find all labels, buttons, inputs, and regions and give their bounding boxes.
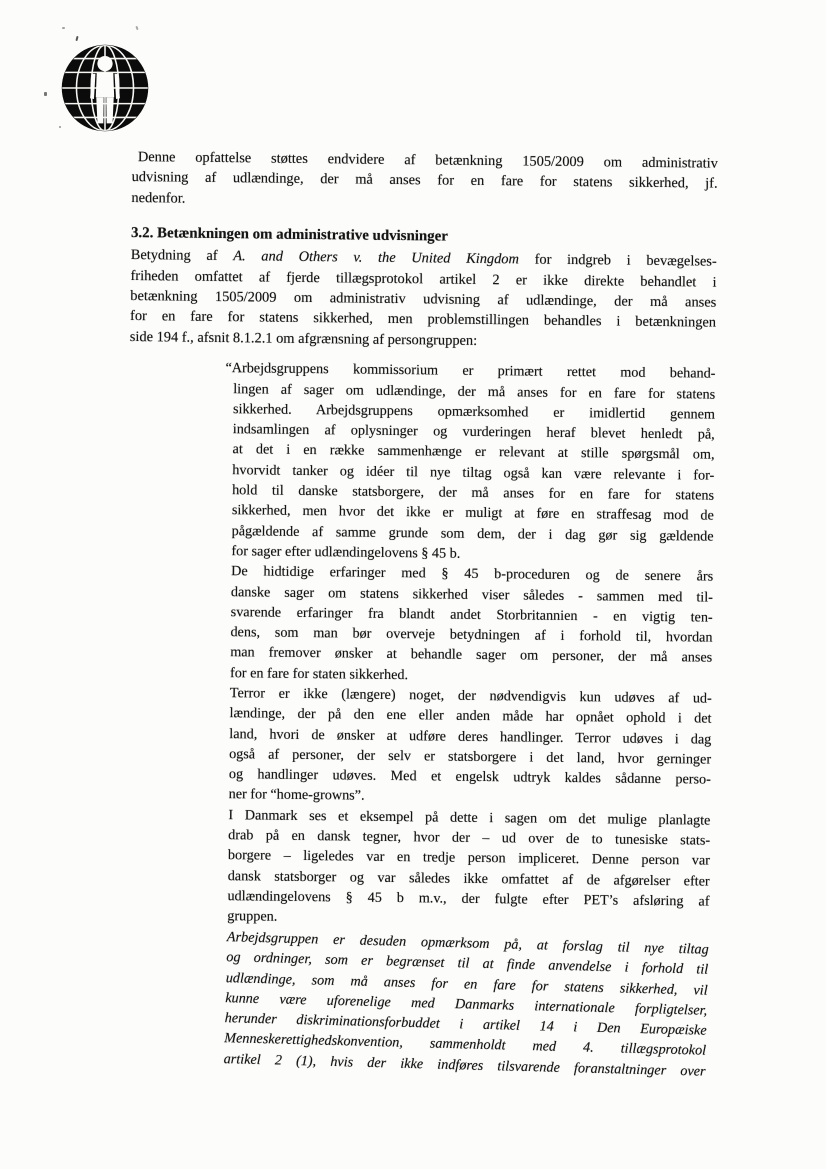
text-line: I Danmark ses et eksempel på dette i sagen om det mulige planlagte [228,806,711,829]
text-line: friheden omfattet af fjerde tillægsprotokol artikel 2 er ikke direkte behandlet i [130,267,717,291]
text-line: man fremover ønsker at behandle sager om personer, der må anses [230,644,713,667]
text-line: lændinge, der på den ene eller anden måde har opnået ophold i det [229,705,712,727]
quote-paragraph-1 [225,358,716,566]
text-line: indsamlingen af oplysninger og vurderingen heraf blevet henledt på, [232,421,715,443]
text-line: at det i en række sammenhænge er relevant at stille spørgsmål om, [232,441,715,464]
quote-paragraph-3 [229,683,712,810]
text-line: borgere – ligeledes var en tredje person impliceret. Denne person var [227,847,711,869]
text-line: udlændinge, som må anses for en fare for statens sikkerhed, vil [225,969,708,998]
text-line: danske sager om statens sikkerhed viser således - sammen med til- [230,583,714,606]
text-line: for sager efter udlændingelovens § 45 b. [231,543,461,562]
text-line: De hidtidige erfaringer med § 45 b-proceduren og de senere års [231,563,714,585]
scan-artifact [135,26,138,30]
text-line: kunne være uforenelige med Danmarks internationale forpligtelser, [225,989,708,1019]
text-line: for en fare for staten sikkerhed. [229,664,409,683]
text-line: dansk statsborger og var således ikke omfattet af de afgørelser efter [227,867,710,890]
text-line: Arbejdsgruppen er desuden opmærksom på, at forslag til nye tiltag [226,928,709,958]
text-line: også af personer, der selv er statsborgere i det land, hvor gerninger [229,746,712,768]
scan-artifact [44,92,47,96]
paragraph-background [130,245,717,354]
text-line: sikkerhed. Arbejdsgruppens opmærksomhed er imidlertid gennem [232,401,716,423]
text-line: Menneskerettighedskonvention, sammenholdt med 4. tillægsprotokol [224,1030,707,1059]
text-line: betænkning 1505/2009 om administrativ udvisning af udlændinge, der må anses [130,288,717,311]
text-line: og ordninger, som er begrænset til at finde anvendelse i forhold til [226,948,709,978]
document-body [122,147,718,1080]
text-line: lingen af sager om udlændinge, der må anses for en fare for statens [233,380,716,403]
text-line: “Arbejdsgruppens kommissorium er primært rettet mod behand- [225,360,716,382]
quote-paragraph-2 [230,561,713,688]
text-line: Terror er ikke (længere) noget, der nødvendigvis kun udøves af ud- [229,685,712,707]
text-line: dens, som man bør overveje betydningen af i forhold til, hvordan [230,624,713,646]
text-line: hold til danske statsborgere, der må anses for en fare for statens [232,482,715,504]
text-line: Betydning af A. and Others v. the United Kingdom for indgreb i bevægelses- [130,247,717,270]
quote-paragraph-italic [223,927,709,1082]
text-line: udlændingelovens § 45 b m.v., der fulgte efter PET’s afsløring af [227,888,710,910]
text-line: drab på en dansk tegner, hvor der – ud over de to tunesiske stats- [228,827,711,849]
text-line: herunder diskriminationsforbuddet i artikel 14 i Den Europæiske [224,1009,707,1039]
quote-paragraph-4 [227,805,710,932]
text-line: sikkerhed, men hvor det ikke er muligt at føre en straffesag mod de [231,502,714,524]
text-line: gruppen. [227,908,278,925]
text-line: og handlinger udøves. Med et engelsk udtryk kaldes sådanne perso- [228,766,711,788]
text-line: for en fare for statens sikkerhed, men problemstillingen behandles i betænkningen [129,308,717,332]
text-line: svarende erfaringer fra blandt andet Storbritannien - en vigtig ten- [230,603,713,626]
text-line: nedenfor. [131,189,186,207]
scan-artifact [62,27,65,29]
globe-person-logo [59,42,151,134]
text-line: ner for “home-growns”. [228,786,365,805]
text-line: side 194 f., afsnit 8.1.2.1 om afgrænsning af persongruppen: [129,328,478,349]
text-line: hvorvidt tanker og idéer til nye tiltag også kan være relevante i for- [232,461,715,484]
text-line: pågældende af samme grunde som dem, der i dag gør sig gældende [231,522,714,545]
scan-artifact [75,36,78,41]
text-line: land, hvori de ønsker at udføre deres handlinger. Terror udøves i dag [229,725,712,748]
paragraph-intro [131,147,718,215]
text-line: artikel 2 (1), hvis der ikke indføres tilsvarende foranstaltninger over [223,1050,706,1080]
quotation-block [122,357,716,1080]
text-line: Denne opfattelse støttes endvidere af betænkning 1505/2009 om administrativ [137,149,718,172]
section-heading: 3.2. Betænkningen om administrative udvisninger [130,225,448,245]
text-line: udvisning af udlændinge, der må anses for en fare for statens sikkerhed, jf. [131,169,718,193]
